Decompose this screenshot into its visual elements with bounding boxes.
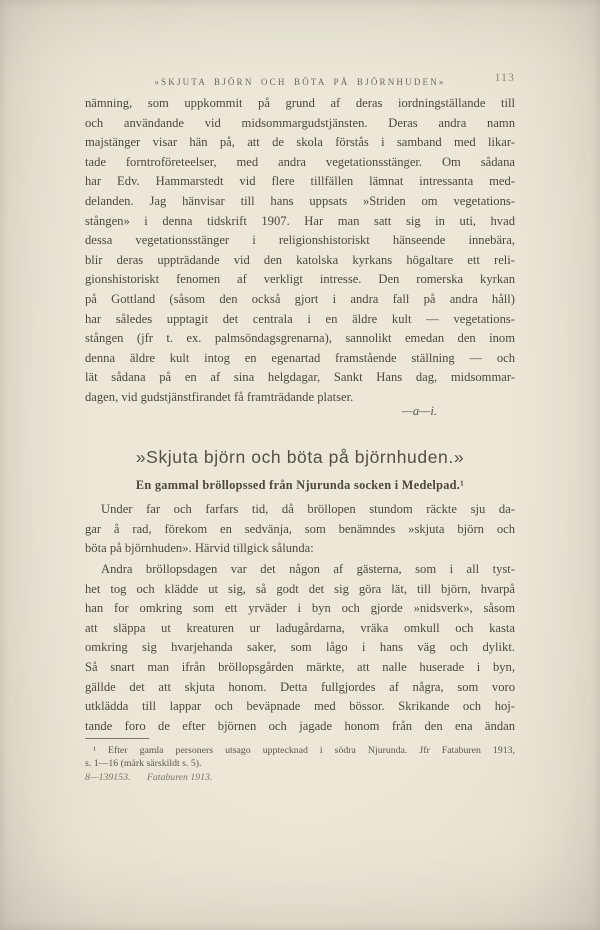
text-line: lät sådana på en af sina helgdagar, Sankt Hans dag, midsommar- bbox=[85, 370, 515, 385]
text-line: denna äldre kult intog en egenartad framstående ställning — och bbox=[85, 350, 515, 365]
paragraph bbox=[85, 560, 515, 736]
text-line: het tog och klädde ut sig, så godt det sig göra lät, till björn, hvarpå bbox=[85, 581, 515, 596]
text-line: han for omkring som ett yrväder i byn och gjorde »nidsverk», såsom bbox=[85, 601, 515, 616]
text-line: nämning, som uppkommit på grund af deras iordningställande till bbox=[85, 96, 515, 110]
text-line: Under far och farfars tid, då bröllopen stundom räckte sju da- bbox=[101, 502, 515, 516]
text-line: delanden. Jag hänvisar till hans uppsats »Striden om vegetations- bbox=[85, 193, 515, 208]
printers-imprint bbox=[85, 772, 212, 783]
text-line: tade forntroföreteelser, med andra vegetationsstänger. Om sådana bbox=[85, 154, 515, 169]
running-head: »SKJUTA BJÖRN OCH BÖTA PÅ BJÖRNHUDEN» bbox=[154, 77, 446, 87]
article-subtitle: En gammal bröllopssed från Njurunda socken i Medelpad.¹ bbox=[135, 478, 465, 492]
text-line: och användande vid midsommargudstjänsten. Deras andra namn bbox=[85, 115, 515, 130]
text-line: dessa vegetationsstänger i religionshistoriskt hänseende innebära, bbox=[85, 233, 515, 248]
print-signature: 8—139153. bbox=[85, 772, 131, 783]
footnote-rule bbox=[85, 738, 149, 739]
text-line: Så snart man ifrån bröllopsgården märkte, att nalle huserade i byn, bbox=[85, 659, 515, 674]
paragraph bbox=[85, 500, 515, 559]
page-number: 113 bbox=[494, 70, 515, 84]
article-title: »Skjuta björn och böta på björnhuden.» bbox=[135, 447, 465, 467]
text-line: ¹ Efter gamla personers utsago upptecknad i södra Njurunda. Jfr Fataburen 1913, bbox=[93, 745, 515, 756]
text-line: har Edv. Hammarstedt vid flere tillfällen lämnat intressanta med- bbox=[85, 174, 515, 189]
text-line: stången» i denna tidskrift 1907. Har man satt sig in uti, hvad bbox=[85, 213, 515, 228]
text-block bbox=[85, 0, 515, 930]
text-line: att släppa ut kreaturen ur ladugårdarna, vräka omkull och kasta bbox=[85, 620, 515, 635]
text-line: Andra bröllopsdagen var det någon af gästerna, som i all tyst- bbox=[101, 562, 515, 576]
text-line: majstänger visar hän på, att de skola förstås i samband med likar- bbox=[85, 135, 515, 150]
text-line: utklädda till lappar och beväpnade med bössor. Skrikande och hoj- bbox=[85, 699, 515, 714]
text-line: blir deras uppträdande vid den katolska kyrkans högaltare ett reli- bbox=[85, 252, 515, 267]
text-line: gällde det att skjuta honom. Detta fullgjordes af några, som voro bbox=[85, 679, 515, 694]
page-header bbox=[85, 72, 515, 86]
author-signature: —a—i. bbox=[401, 404, 437, 418]
text-line: omkring sig hvarjehanda saker, som lågo i hans väg och dylikt. bbox=[85, 640, 515, 655]
text-line: på Gottland (såsom den också gjort i andra fall på andra håll) bbox=[85, 291, 515, 306]
text-line: böta på björnhuden». Härvid tillgick sålunda: bbox=[85, 541, 314, 556]
text-line: tande foro de efter björnen och jagade honom från den ena ändan bbox=[85, 718, 515, 733]
text-line: dagen, vid gudstjänstfirandet få framträdande platser. bbox=[85, 389, 354, 404]
intro-paragraph bbox=[85, 94, 515, 408]
text-line: gionshistoriskt fenomen af verkligt intresse. Den romerska kyrkan bbox=[85, 272, 515, 287]
journal-reference: Fataburen 1913. bbox=[146, 772, 213, 783]
text-line: har således upptagit det centrala i en äldre kult — vegetations- bbox=[85, 311, 515, 326]
text-line: stången (jfr t. ex. palmsöndagsgrenarna), sannolikt emedan den inom bbox=[85, 331, 515, 346]
text-line: gar å rad, förekom en sedvänja, som benämndes »skjuta björn och bbox=[85, 521, 515, 536]
text-line: s. 1—16 (märk särskildt s. 5). bbox=[85, 758, 202, 769]
footnote bbox=[85, 744, 515, 770]
